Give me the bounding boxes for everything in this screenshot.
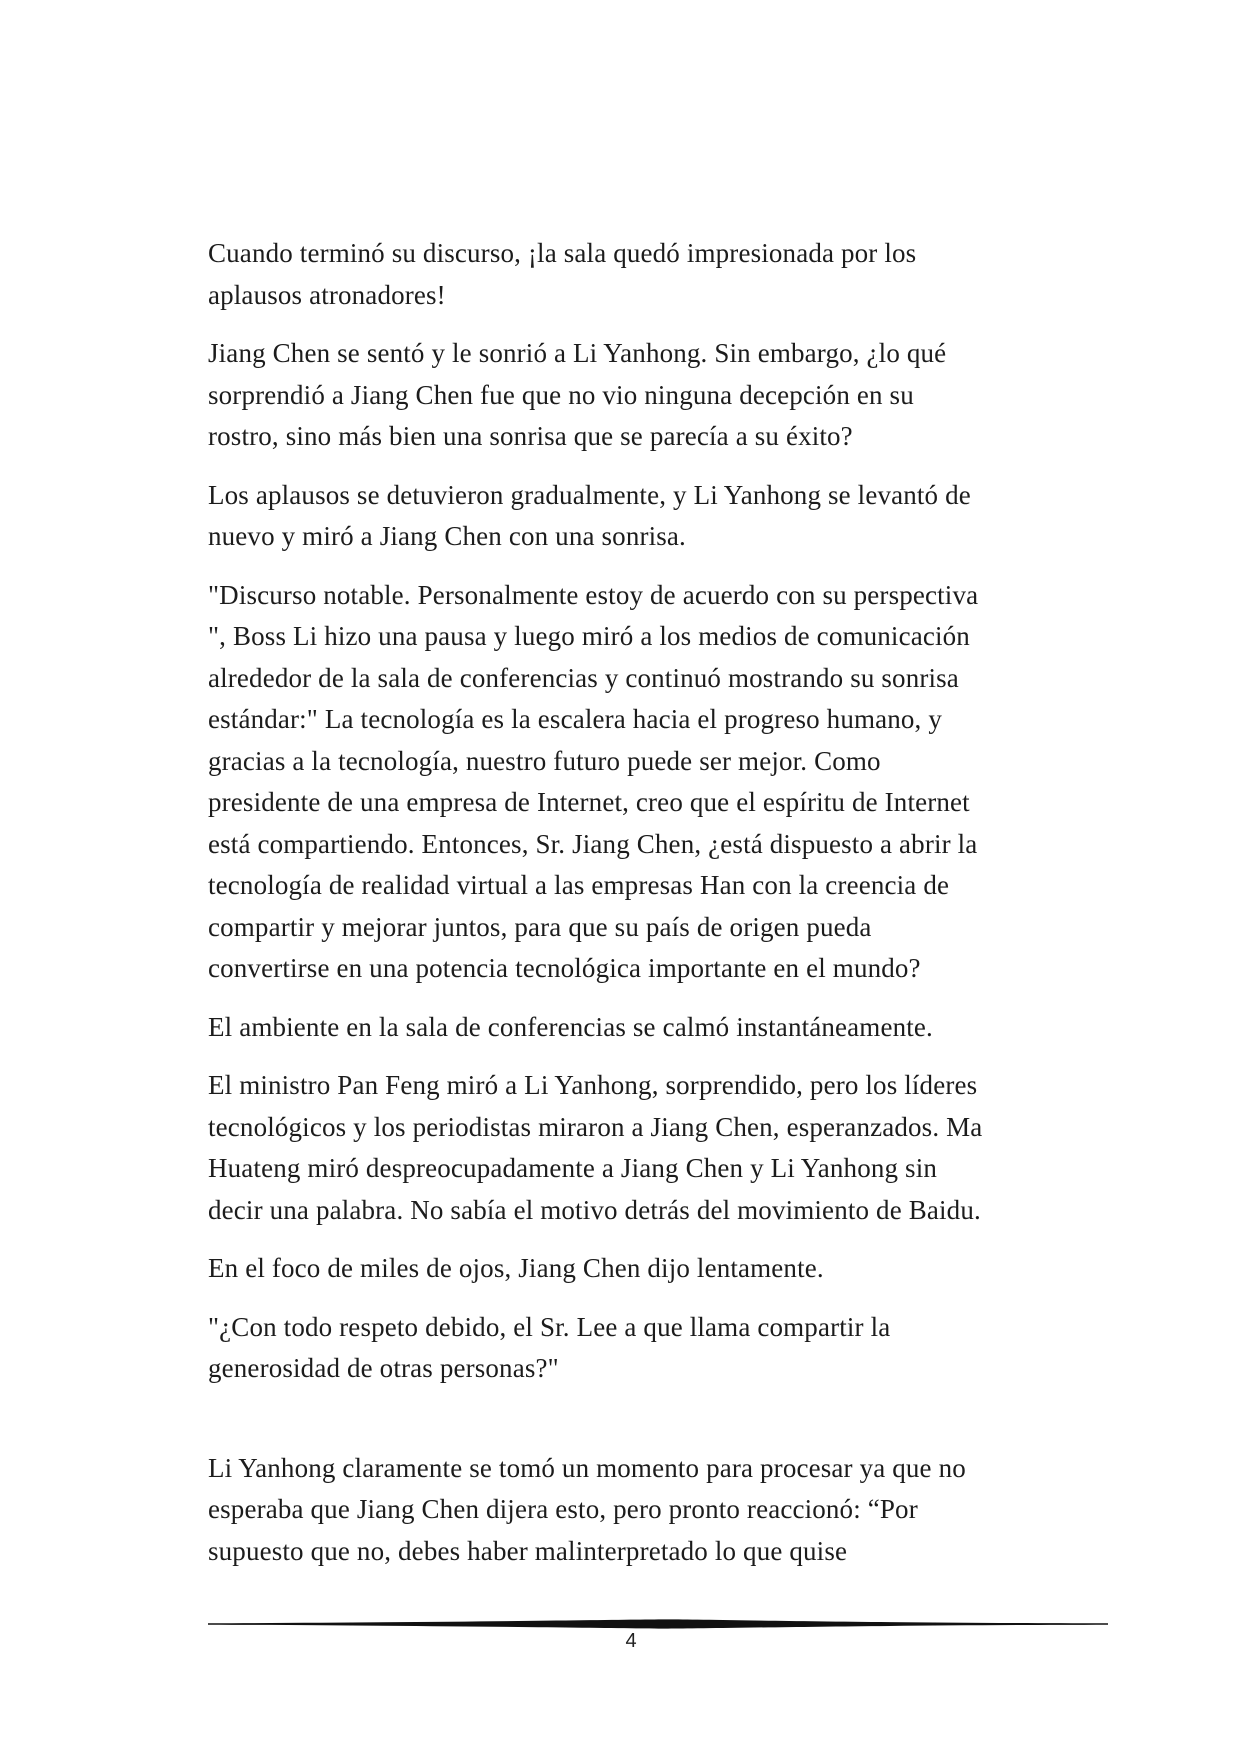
text-line: convertirse en una potencia tecnológica importante en el mundo? <box>208 953 921 983</box>
text-line: "Discurso notable. Personalmente estoy de acuerdo con su perspectiva <box>208 579 979 610</box>
paragraph <box>208 1248 1088 1290</box>
text-line: aplausos atronadores! <box>208 279 446 310</box>
text-line: alrededor de la sala de conferencias y continuó mostrando su sonrisa <box>208 662 959 693</box>
text-line: rostro, sino más bien una sonrisa que se parecía a su éxito? <box>208 421 853 451</box>
text-line: sorprendió a Jiang Chen fue que no vio ninguna decepción en su <box>208 379 914 410</box>
paragraph <box>208 333 1088 458</box>
text-line: tecnológicos y los periodistas miraron a Jiang Chen, esperanzados. Ma <box>208 1111 983 1142</box>
text-line: En el foco de miles de ojos, Jiang Chen dijo lentamente. <box>208 1253 824 1283</box>
paragraph <box>208 475 1088 558</box>
text-line: El ministro Pan Feng miró a Li Yanhong, sorprendido, pero los líderes <box>208 1070 978 1100</box>
text-line: supuesto que no, debes haber malinterpretado lo que quise <box>208 1535 848 1566</box>
footer-divider <box>208 1617 1108 1631</box>
paragraph <box>208 1065 1088 1231</box>
paragraph <box>208 1307 1088 1390</box>
text-line: decir una palabra. No sabía el motivo detrás del movimiento de Baidu. <box>208 1194 981 1225</box>
text-line: Cuando terminó su discurso, ¡la sala quedó impresionada por los <box>208 238 917 268</box>
text-line: "¿Con todo respeto debido, el Sr. Lee a que llama compartir la <box>208 1311 891 1342</box>
text-line: presidente de una empresa de Internet, creo que el espíritu de Internet <box>208 787 970 817</box>
text-line: generosidad de otras personas?" <box>208 1353 559 1383</box>
paragraph <box>208 233 1088 316</box>
text-line: Li Yanhong claramente se tomó un momento para procesar ya que no <box>208 1452 966 1483</box>
text-line: esperaba que Jiang Chen dijera esto, pero pronto reaccionó: “Por <box>208 1494 918 1524</box>
text-line: ", Boss Li hizo una pausa y luego miró a los medios de comunicación <box>208 621 970 651</box>
text-line: Jiang Chen se sentó y le sonrió a Li Yanhong. Sin embargo, ¿lo qué <box>208 338 947 368</box>
text-line: estándar:" La tecnología es la escalera hacia el progreso humano, y <box>208 704 943 734</box>
text-line: Huateng miró despreocupadamente a Jiang Chen y Li Yanhong sin <box>208 1153 938 1183</box>
paragraph <box>208 1448 1088 1573</box>
text-line: gracias a la tecnología, nuestro futuro puede ser mejor. Como <box>208 745 881 776</box>
page-body <box>208 233 1088 1589</box>
text-line: está compartiendo. Entonces, Sr. Jiang Chen, ¿está dispuesto a abrir la <box>208 828 978 859</box>
paragraph <box>208 1007 1088 1049</box>
page-number: 4 <box>625 1630 637 1652</box>
text-line: nuevo y miró a Jiang Chen con una sonrisa. <box>208 521 686 551</box>
text-line: compartir y mejorar juntos, para que su país de origen pueda <box>208 911 872 942</box>
text-line: El ambiente en la sala de conferencias se calmó instantáneamente. <box>208 1011 933 1042</box>
paragraph <box>208 575 1088 990</box>
text-line: tecnología de realidad virtual a las empresas Han con la creencia de <box>208 870 950 900</box>
text-line: Los aplausos se detuvieron gradualmente, y Li Yanhong se levantó de <box>208 479 971 510</box>
